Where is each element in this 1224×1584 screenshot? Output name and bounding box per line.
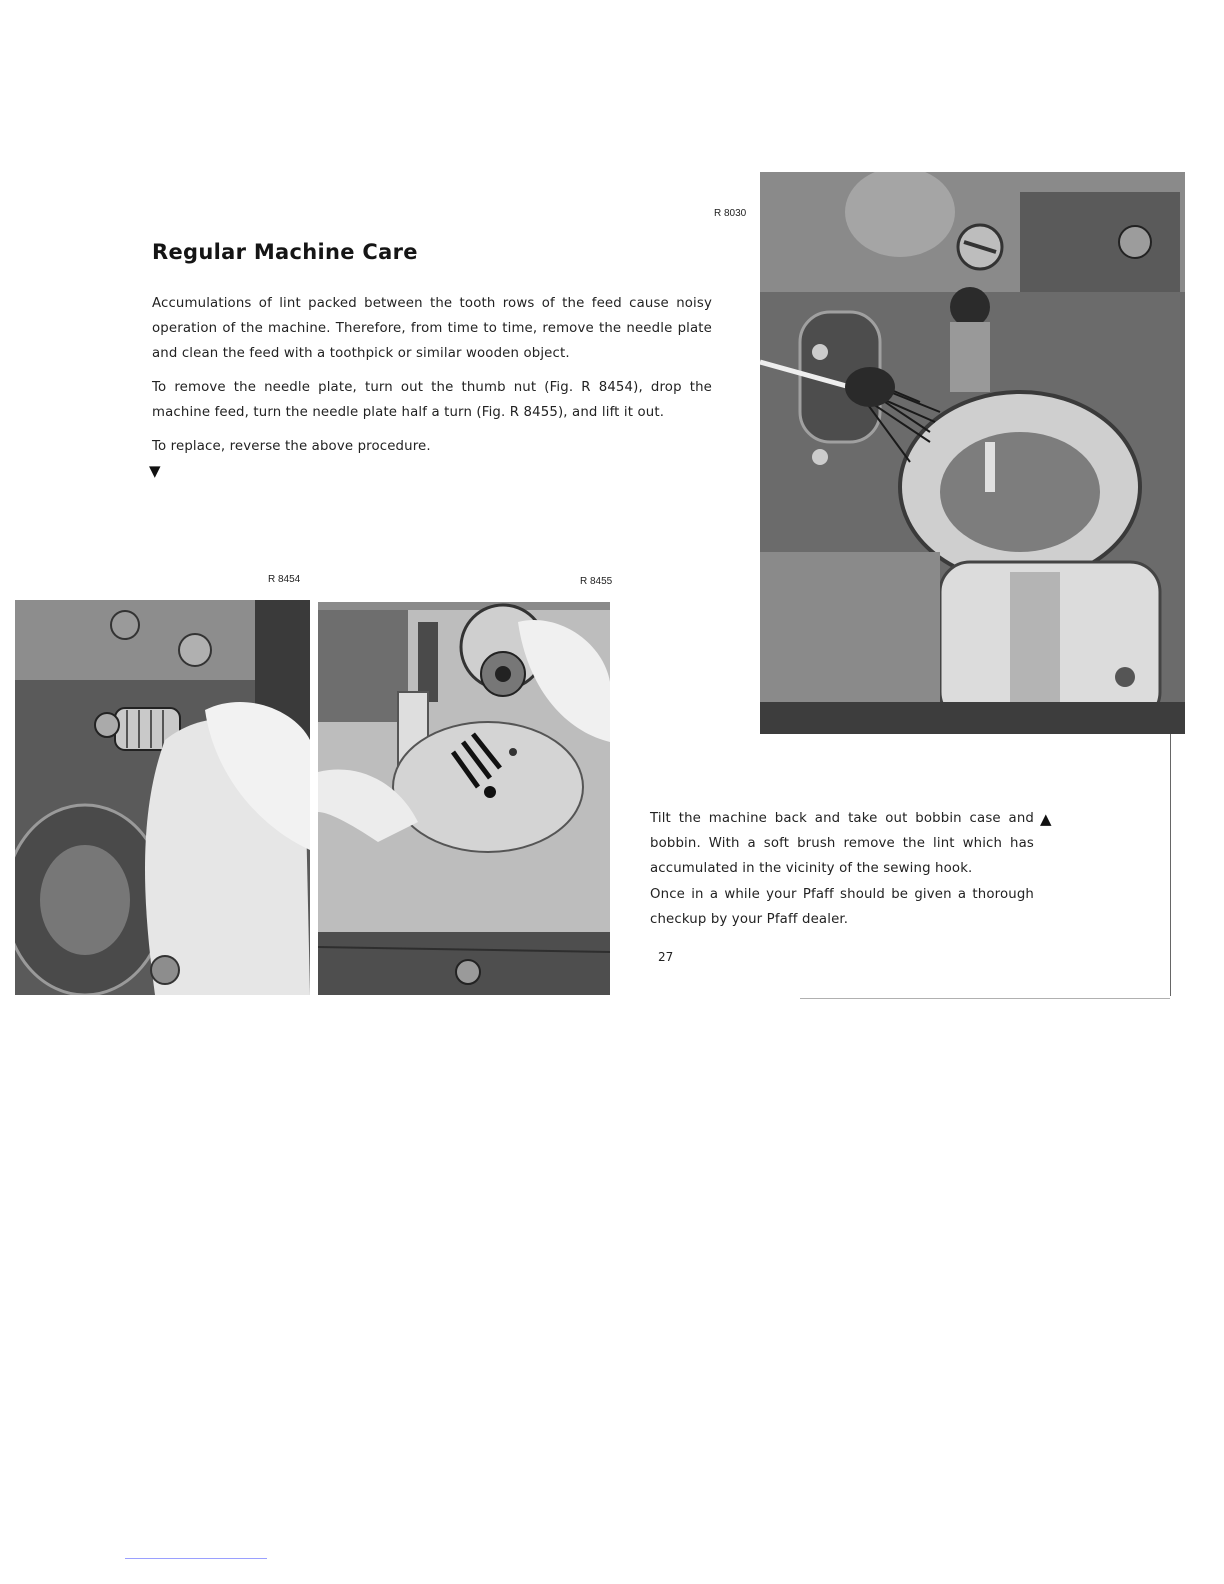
down-triangle-icon: ▼ — [149, 462, 161, 480]
thumb-nut-illustration — [15, 600, 310, 995]
figure-label-r8030: R 8030 — [714, 208, 747, 219]
figure-photo-sewing-hook-brush — [760, 172, 1185, 734]
figure-photo-needle-plate — [318, 602, 610, 995]
frame-border-bottom — [800, 998, 1170, 999]
frame-border-right — [1170, 734, 1171, 996]
up-triangle-icon: ▲ — [1040, 810, 1052, 828]
hook-illustration — [760, 172, 1185, 734]
needle-plate-illustration — [318, 602, 610, 995]
divider-line — [125, 1558, 267, 1559]
figure-label-r8454: R 8454 — [268, 574, 301, 585]
figure-photo-thumb-nut — [15, 600, 310, 995]
paragraph-brush-hook: Tilt the machine back and take out bobbin case and bobbin. With a soft brush remove the lint which has accumulated in the vicinity of the sewing hook. — [650, 811, 1034, 876]
paragraph-dealer-checkup: Once in a while your Pfaff should be given a thorough checkup by your Pfaff dealer. — [650, 887, 1034, 927]
page-number: 27 — [658, 950, 674, 964]
paragraph-replace: To replace, reverse the above procedure. — [152, 439, 431, 454]
paragraph-feed-cleaning: Accumulations of lint packed between the tooth rows of the feed cause noisy operation of the machine. Therefore, from time to time, remove the needle plate and clean the feed with a toothpick or similar wooden object. — [152, 296, 712, 361]
figure-label-r8455: R 8455 — [580, 576, 613, 587]
page-title: Regular Machine Care — [152, 240, 418, 264]
paragraph-remove-needle-plate: To remove the needle plate, turn out the thumb nut (Fig. R 8454), drop the machine feed, turn the needle plate half a turn (Fig. R 8455), and lift it out. — [152, 380, 712, 420]
